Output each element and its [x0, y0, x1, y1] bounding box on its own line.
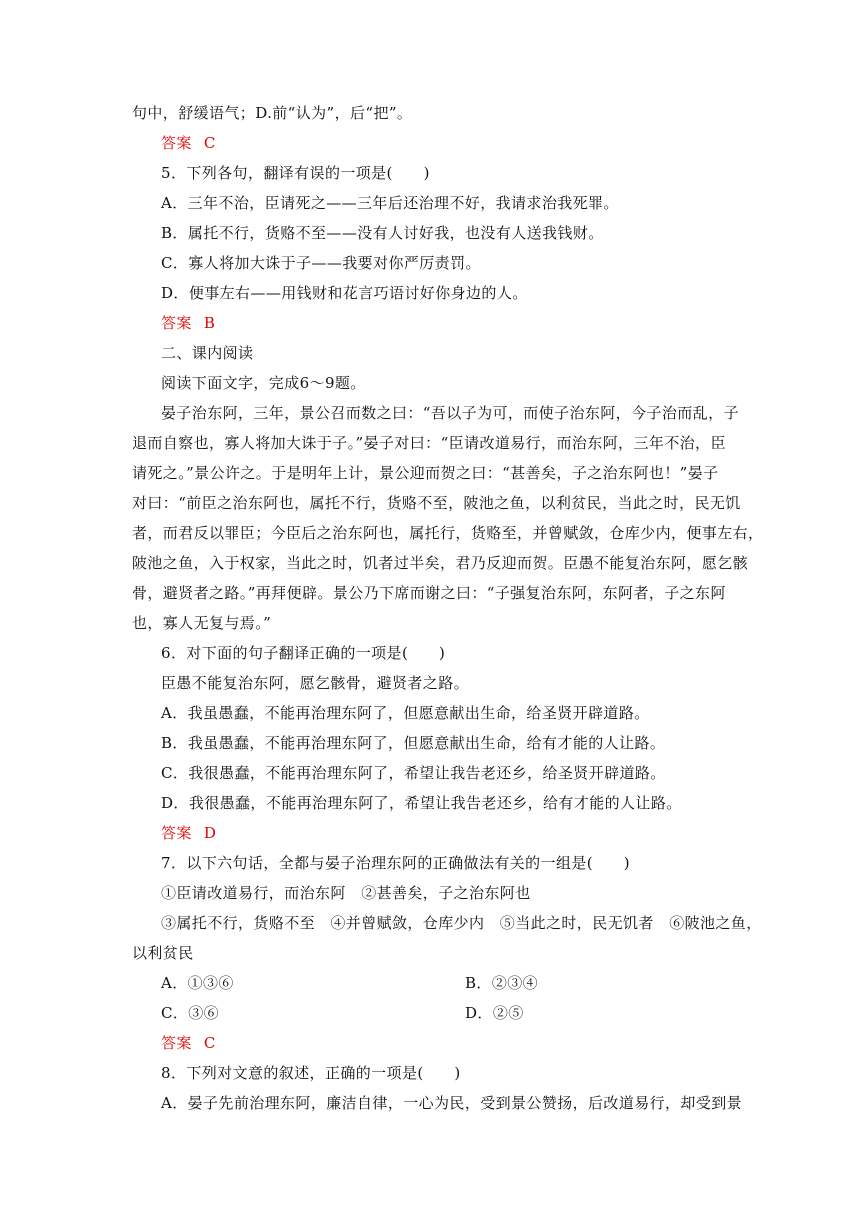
- answer-value: C: [203, 1034, 216, 1052]
- passage-line: 对曰：“前臣之治东阿也，属托不行，货赂不至，陂池之鱼，以利贫民，当此之时，民无饥: [132, 494, 741, 512]
- option-a: A．晏子先前治理东阿，廉洁自律，一心为民，受到景公赞扬，后改道易行，却受到景: [161, 1094, 743, 1112]
- option-d: D．我很愚蠢，不能再治理东阿了，希望让我告老还乡，给有才能的人让路。: [161, 794, 682, 812]
- question-7: 7．以下六句话，全都与晏子治理东阿的正确做法有关的一组是( ): [161, 854, 631, 872]
- option-c: C．寡人将加大诛于子——我要对你严厉责罚。: [161, 254, 481, 272]
- answer-value: C: [203, 134, 216, 152]
- statement-group: 以利贫民: [132, 944, 194, 962]
- section-heading: 二、课内阅读: [161, 344, 254, 362]
- answer-value: B: [203, 314, 216, 332]
- option-c: C．③⑥: [161, 1004, 220, 1022]
- answer-label: 答案: [161, 1034, 192, 1052]
- answer-line: [161, 1033, 216, 1053]
- passage-line: 请死之。”景公许之。于是明年上计，景公迎而贺之曰：“甚善矣，子之治东阿也！”晏子: [132, 464, 719, 482]
- option-d: D．②⑤: [465, 1004, 524, 1022]
- answer-label: 答案: [161, 824, 192, 842]
- passage-line: 骨，避贤者之路。”再拜便辟。景公乃下席而谢之曰：“子强复治东阿，东阿者，子之东阿: [132, 584, 726, 602]
- option-b: B．属托不行，货赂不至——没有人讨好我，也没有人送我钱财。: [161, 224, 604, 242]
- answer-line: [161, 823, 216, 843]
- passage-line: 也，寡人无复与焉。”: [132, 614, 272, 632]
- statement-group: ①臣请改道易行，而治东阿 ②甚善矣，子之治东阿也: [161, 884, 531, 902]
- answer-label: 答案: [161, 314, 192, 332]
- option-a: A．我虽愚蠢，不能再治理东阿了，但愿意献出生命，给圣贤开辟道路。: [161, 704, 650, 722]
- option-b: B．②③④: [465, 974, 539, 992]
- option-a: A．三年不治，臣请死之——三年后还治理不好，我请求治我死罪。: [161, 194, 619, 212]
- text-line: 句中，舒缓语气；D.前“认为”，后“把”。: [132, 104, 413, 122]
- passage-line: 陂池之鱼，入于权家，当此之时，饥者过半矣，君乃反迎而贺。臣愚不能复治东阿，愿乞骸: [132, 554, 749, 572]
- option-c: C．我很愚蠢，不能再治理东阿了，希望让我告老还乡，给圣贤开辟道路。: [161, 764, 666, 782]
- quoted-sentence: 臣愚不能复治东阿，愿乞骸骨，避贤者之路。: [161, 674, 470, 692]
- answer-label: 答案: [161, 134, 192, 152]
- answer-line: [161, 133, 216, 153]
- passage-line: 者，而君反以罪臣；今臣后之治东阿也，属托行，货赂至，并曾赋敛，仓库少内，便事左右，: [132, 524, 764, 542]
- passage-line: 晏子治东阿，三年，景公召而数之曰：“吾以子为可，而使子治东阿，今子治而乱，子: [161, 404, 739, 422]
- reading-instruction: 阅读下面文字，完成6～9题。: [161, 374, 366, 392]
- question-5: 5．下列各句，翻译有误的一项是( ): [161, 164, 430, 182]
- option-a: A．①③⑥: [161, 974, 234, 992]
- option-d: D．便事左右——用钱财和花言巧语讨好你身边的人。: [161, 284, 528, 302]
- passage-line: 退而自察也，寡人将加大诛于子。”晏子对曰：“臣请改道易行，而治东阿，三年不治，臣: [132, 434, 726, 452]
- question-8: 8．下列对文意的叙述，正确的一项是( ): [161, 1064, 461, 1082]
- question-6: 6．对下面的句子翻译正确的一项是( ): [161, 644, 446, 662]
- answer-line: [161, 313, 215, 333]
- statement-group: ③属托不行，货赂不至 ④并曾赋敛，仓库少内 ⑤当此之时，民无饥者 ⑥陂池之鱼，: [161, 914, 762, 932]
- answer-value: D: [203, 824, 217, 842]
- option-b: B．我虽愚蠢，不能再治理东阿了，但愿意献出生命，给有才能的人让路。: [161, 734, 666, 752]
